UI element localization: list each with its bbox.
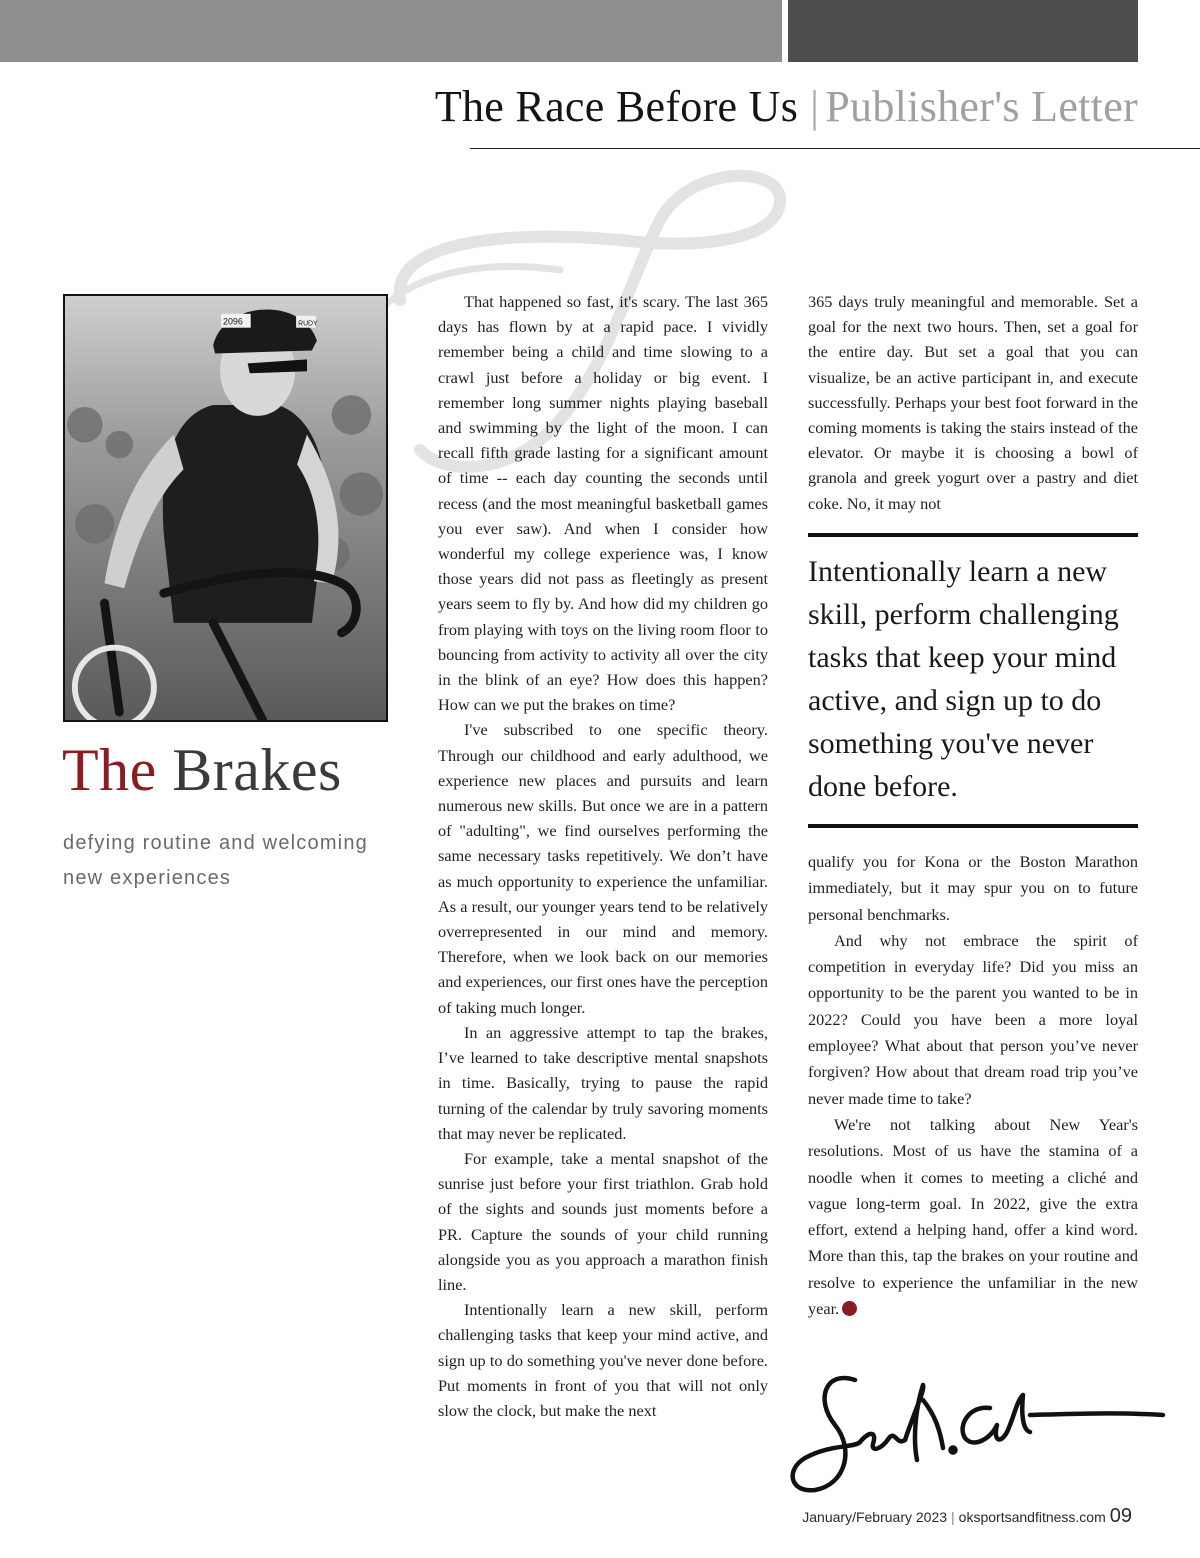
header-rule [470,148,1200,149]
paragraph-text: We're not talking about New Year's resolutions. Most of us have the stamina of a noodle when it comes to meeting a cliché and vague long-term goal. In 2022, give the extra effort, extend a helping hand, offer a kind word. More than this, tap the brakes on your routine and resolve to experience the unfamiliar in the new year. [808,1114,1138,1319]
paragraph: In an aggressive attempt to tap the brakes, I’ve learned to take descriptive mental snapshots in time. Basically, trying to pause the rapid turning of the calendar by truly savoring moments that may never be replicated. [438,1022,768,1143]
body-column-2-bottom [808,849,1138,1322]
publisher-signature [785,1370,1170,1505]
paragraph: Intentionally learn a new skill, perform challenging tasks that keep your mind active, and sign up to do something you've never done before. Put moments in front of you that will not only slow the clock, but make the next [438,1300,768,1420]
pull-quote-rule-bottom [808,824,1138,828]
header-separator: | [810,82,820,131]
helmet-name: RUDY [298,320,318,328]
bib-number: 2096 [223,316,243,327]
pull-quote: Intentionally learn a new skill, perform challenging tasks that keep your mind active, and sign up to do something you've never done before. [808,555,1119,803]
feature-subtitle: defying routine and welcoming new experiences [63,832,368,889]
body-column-2-top [808,289,1138,516]
pull-quote-rule-top [808,533,1138,537]
page-number: 09 [1109,1505,1132,1527]
paragraph: I've subscribed to one specific theory. Through our childhood and early adulthood, we experience new places and pursuits and learn numerous new skills. But once we are in a pattern of "adulting", we find ourselves performing the same necessary tasks repetitively. We don’t have as much opportunity to experience the unfamiliar. As a result, our younger years tend to be relatively overrepresented in our mind and memory. Therefore, when we look back on our memories and experiences, our first ones have the perception of taking much longer. [438,720,769,1017]
end-mark-icon [842,1301,857,1316]
cyclist-photo [63,294,388,722]
issue-date: January/February 2023 [802,1509,948,1525]
paragraph: For example, take a mental snapshot of the sunrise just before your first triathlon. Grab hold of the sights and sounds just moments before a PR. Capture the sounds of your child running alongside you as you approach a marathon finish line. [438,1148,768,1294]
body-column-1 [438,289,768,1423]
paragraph [808,1112,1138,1322]
paragraph: 365 days truly meaningful and memorable. Set a goal for the next two hours. Then, set a goal for the entire day. But set a goal that you can visualize, be an active participant in, and execute successfully. Perhaps your best foot forward in the coming moments is taking the stairs instead of the elevator. Or maybe it is choosing a bowl of granola and greek yogurt over a pastry and diet coke. No, it may not [808,292,1138,513]
section-name: Publisher's Letter [825,82,1138,131]
feature-title-brakes: Brakes [172,737,342,803]
paragraph: qualify you for Kona or the Boston Marathon immediately, but it may spur you on to future personal benchmarks. [808,852,1138,924]
page-title: The Race Before Us [434,82,799,131]
paragraph: And why not embrace the spirit of competition in everyday life? Did you miss an opportunity to be the parent you wanted to be in 2022? Could you have been a more loyal employee? What about that person you’ve never forgiven? How about that dream road trip you’ve never made time to take? [808,930,1138,1108]
page-header [435,80,1138,134]
paragraph: That happened so fast, it's scary. The last 365 days has flown by at a rapid pace. I vividly remember being a child and time slowing to a crawl just before a holiday or big event. I remember long summer nights playing baseball and swimming by the light of the moon. I can recall fifth grade lasting for a significant amount of time -- each day counting the seconds until recess (and the most meaningful basketball games you ever saw). And when I consider how wonderful my college experience was, I know those years did not pass as fleetingly as present years seem to fly by. And how did my children go from playing with toys on the living room floor to bouncing from activity to activity all over the city in the blink of an eye? How does this happen? How can we put the brakes on time? [438,292,768,715]
footer-separator: | [951,1509,955,1525]
feature-title [62,730,342,810]
page-footer [802,1505,1132,1528]
site-url: oksportsandfitness.com [958,1509,1106,1525]
top-bar-right [788,0,1138,62]
feature-title-the: The [62,737,157,803]
top-bar-left [0,0,782,62]
